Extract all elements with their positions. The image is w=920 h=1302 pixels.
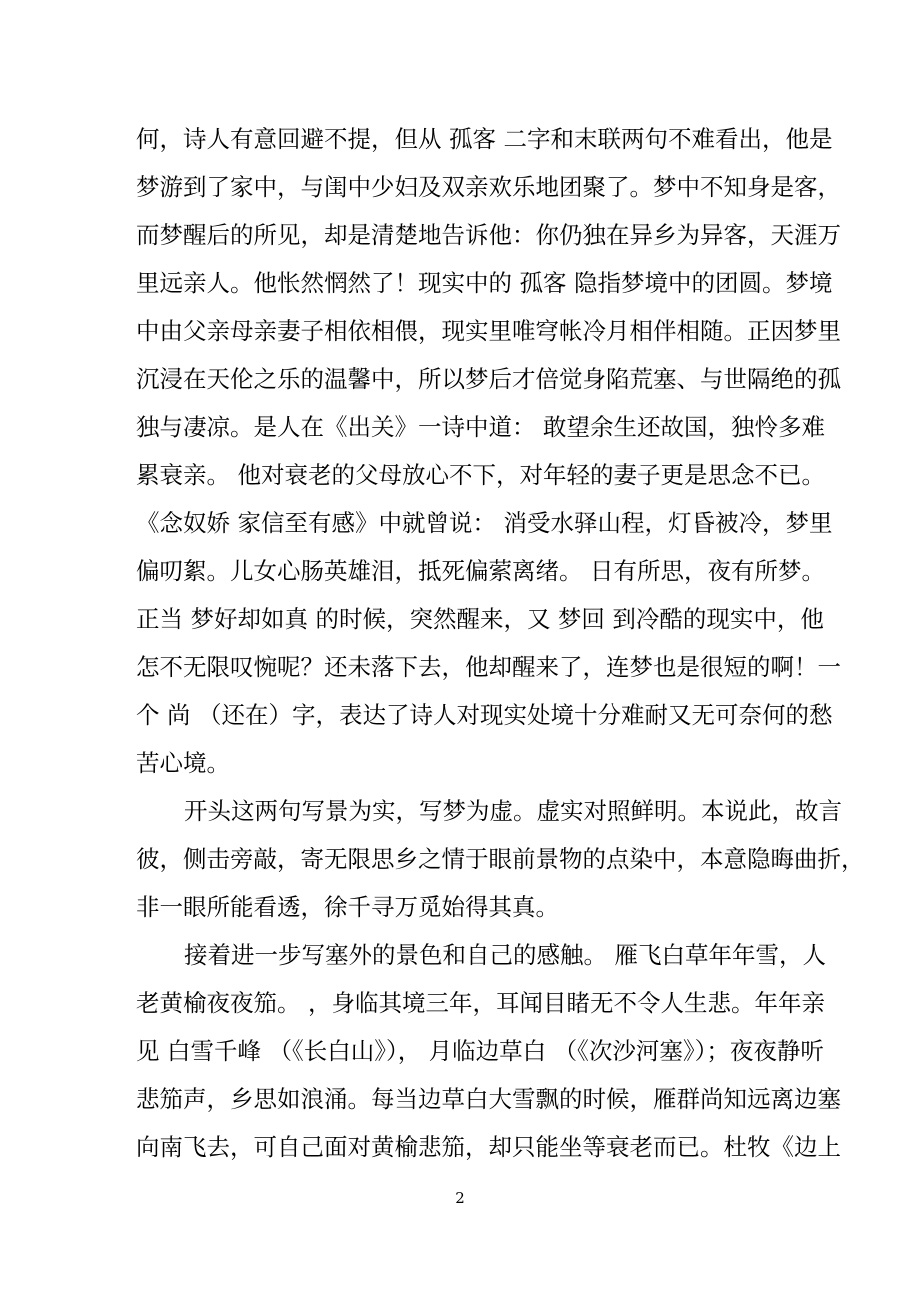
text-line: 累衰亲。 他对衰老的父母放心不下，对年轻的妻子更是思念不已。 <box>136 461 825 489</box>
text-line: 彼，侧击旁敲，寄无限思乡之情于眼前景物的点染中，本意隐晦曲折， <box>136 845 865 873</box>
text-line: 独与凄凉。是人在《出关》一诗中道： 敢望余生还故国，独怜多难 <box>136 413 825 441</box>
text-line: 沉浸在天伦之乐的温馨中，所以梦后才倍觉身陷荒塞、与世隔绝的孤 <box>136 365 841 393</box>
text-line: 苦心境。 <box>136 749 230 777</box>
text-line: 而梦醒后的所见，却是清楚地告诉他：你仍独在异乡为异客，天涯万 <box>136 221 841 249</box>
text-line: 中由父亲母亲妻子相依相偎，现实里唯穹帐冷月相伴相随。正因梦里 <box>136 317 841 345</box>
text-line: 梦游到了家中，与闺中少妇及双亲欢乐地团聚了。梦中不知身是客， <box>136 173 841 201</box>
text-line: 开头这两句写景为实，写梦为虚。虚实对照鲜明。本说此，故言 <box>184 797 842 825</box>
text-line: 《念奴娇 家信至有感》中就曾说： 消受水驿山程，灯昏被冷，梦里 <box>136 509 833 537</box>
text-line: 个 尚 （还在）字，表达了诗人对现实处境十分难耐又无可奈何的愁 <box>136 701 833 729</box>
text-line: 接着进一步写塞外的景色和自己的感触。 雁飞白草年年雪，人 <box>184 941 826 969</box>
text-line: 偏叨絮。儿女心肠英雄泪，抵死偏萦离绪。 日有所思，夜有所梦。 <box>136 557 825 585</box>
text-line: 悲笳声，乡思如浪涌。每当边草白大雪飘的时候，雁群尚知远离边塞 <box>136 1085 841 1113</box>
text-line: 何，诗人有意回避不提，但从 孤客 二字和末联两句不难看出，他是 <box>136 125 833 153</box>
text-line: 里远亲人。他怅然惘然了！现实中的 孤客 隐指梦境中的团圆。梦境 <box>136 269 833 297</box>
text-line: 见 白雪千峰 （《长白山》）， 月临边草白 （《次沙河塞》）；夜夜静听 <box>136 1037 824 1065</box>
text-line: 老黄榆夜夜笳。 ，身临其境三年，耳闻目睹无不令人生悲。年年亲 <box>136 989 825 1017</box>
text-line: 向南飞去，可自己面对黄榆悲笳，却只能坐等衰老而已。杜牧《边上 <box>136 1133 841 1161</box>
text-line: 正当 梦好却如真 的时候，突然醒来，又 梦回 到冷酷的现实中，他 <box>136 605 824 633</box>
page-number: 2 <box>455 1189 465 1207</box>
text-line: 怎不无限叹惋呢？还未落下去，他却醒来了，连梦也是很短的啊！一 <box>136 653 841 681</box>
text-line: 非一眼所能看透，徐千寻万觅始得其真。 <box>136 893 559 921</box>
